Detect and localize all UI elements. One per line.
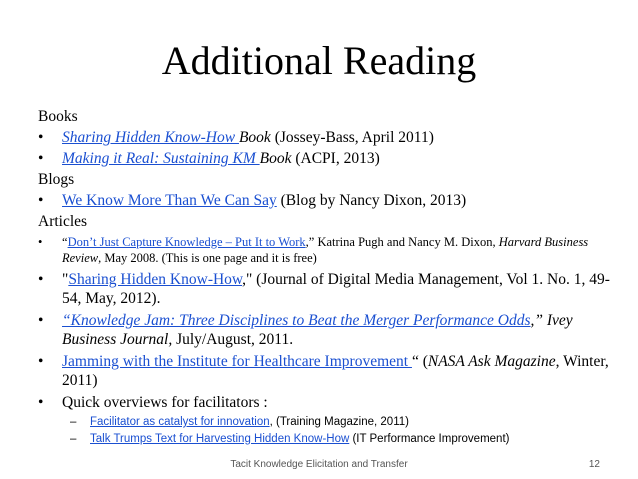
bullet-icon: •	[38, 394, 44, 411]
sub-item: – Facilitator as catalyst for innovation, (Training Magazine, 2011)	[70, 414, 618, 431]
book-word: Book	[259, 150, 292, 167]
facilitators-heading: Quick overviews for facilitators :	[62, 394, 268, 411]
blog-details: (Blog by Nancy Dixon, 2013)	[276, 192, 467, 209]
book-details: (Jossey-Bass, April 2011)	[270, 129, 434, 146]
blog-item	[38, 190, 618, 211]
dash-icon: –	[70, 416, 77, 428]
journal-name: Harvard Business Review	[62, 235, 589, 265]
blog-link[interactable]: We Know More Than We Can Say	[62, 192, 277, 209]
journal-name: NASA Ask Magazine	[427, 353, 556, 370]
slide-title: Additional Reading	[161, 38, 477, 83]
bullet-icon: •	[38, 353, 44, 370]
books-heading: Books	[38, 108, 78, 125]
book-link-making-it-real[interactable]: Making it Real: Sustaining KM	[62, 150, 260, 167]
sub-link-facilitator[interactable]: Facilitator as catalyst for innovation	[90, 416, 270, 428]
article-item: • “Knowledge Jam: Three Disciplines to Beat the Merger Performance Odds,” Ivey Business Journal, July/August, 2011.	[38, 312, 573, 348]
footer-text: Tacit Knowledge Elicitation and Transfer	[230, 459, 408, 470]
bullet-icon: •	[38, 150, 44, 167]
article-link-capture-knowledge[interactable]: Don’t Just Capture Knowledge – Put It to Work	[67, 235, 306, 249]
article-item	[38, 393, 618, 412]
book-item	[38, 148, 618, 169]
article-link-knowledge-jam[interactable]: “Knowledge Jam: Three Disciplines to Beat the Merger Performance Odds	[62, 312, 531, 329]
book-item	[38, 127, 618, 148]
bullet-icon: •	[38, 235, 43, 249]
sub-link-talk-trumps[interactable]: Talk Trumps Text for Harvesting Hidden Know-How	[90, 433, 350, 445]
articles-heading: Articles	[38, 213, 88, 230]
article-item: • "Sharing Hidden Know-How," (Journal of Digital Media Management, Vol 1. No. 1, 49-54, May, 2012).	[38, 271, 610, 307]
bullet-icon: •	[38, 312, 44, 329]
article-item: • Jamming with the Institute for Healthcare Improvement “ (NASA Ask Magazine, Winter, 2011)	[38, 353, 609, 389]
journal-name: Ivey Business Journal,	[62, 312, 573, 348]
article-item: • “Don’t Just Capture Knowledge – Put It to Work,” Katrina Pugh and Nancy M. Dixon, Harvard Business Review, May 2008. (This is one page and it is free)	[38, 235, 589, 265]
sub-item: – Talk Trumps Text for Harvesting Hidden Know-How (IT Performance Improvement)	[70, 431, 618, 448]
book-word: Book	[238, 129, 271, 146]
bullet-icon: •	[38, 271, 44, 288]
bullet-icon: •	[38, 192, 44, 209]
reading-list	[38, 106, 618, 448]
article-link-sharing-hidden[interactable]: Sharing Hidden Know-How	[68, 271, 243, 288]
book-link-sharing-hidden[interactable]: Sharing Hidden Know-How	[62, 129, 239, 146]
bullet-icon: •	[38, 129, 44, 146]
blogs-heading: Blogs	[38, 171, 75, 188]
article-link-jamming[interactable]: Jamming with the Institute for Healthcare Improvement	[62, 353, 412, 370]
page-number: 12	[588, 459, 600, 470]
book-details: (ACPI, 2013)	[291, 150, 380, 167]
dash-icon: –	[70, 433, 77, 445]
